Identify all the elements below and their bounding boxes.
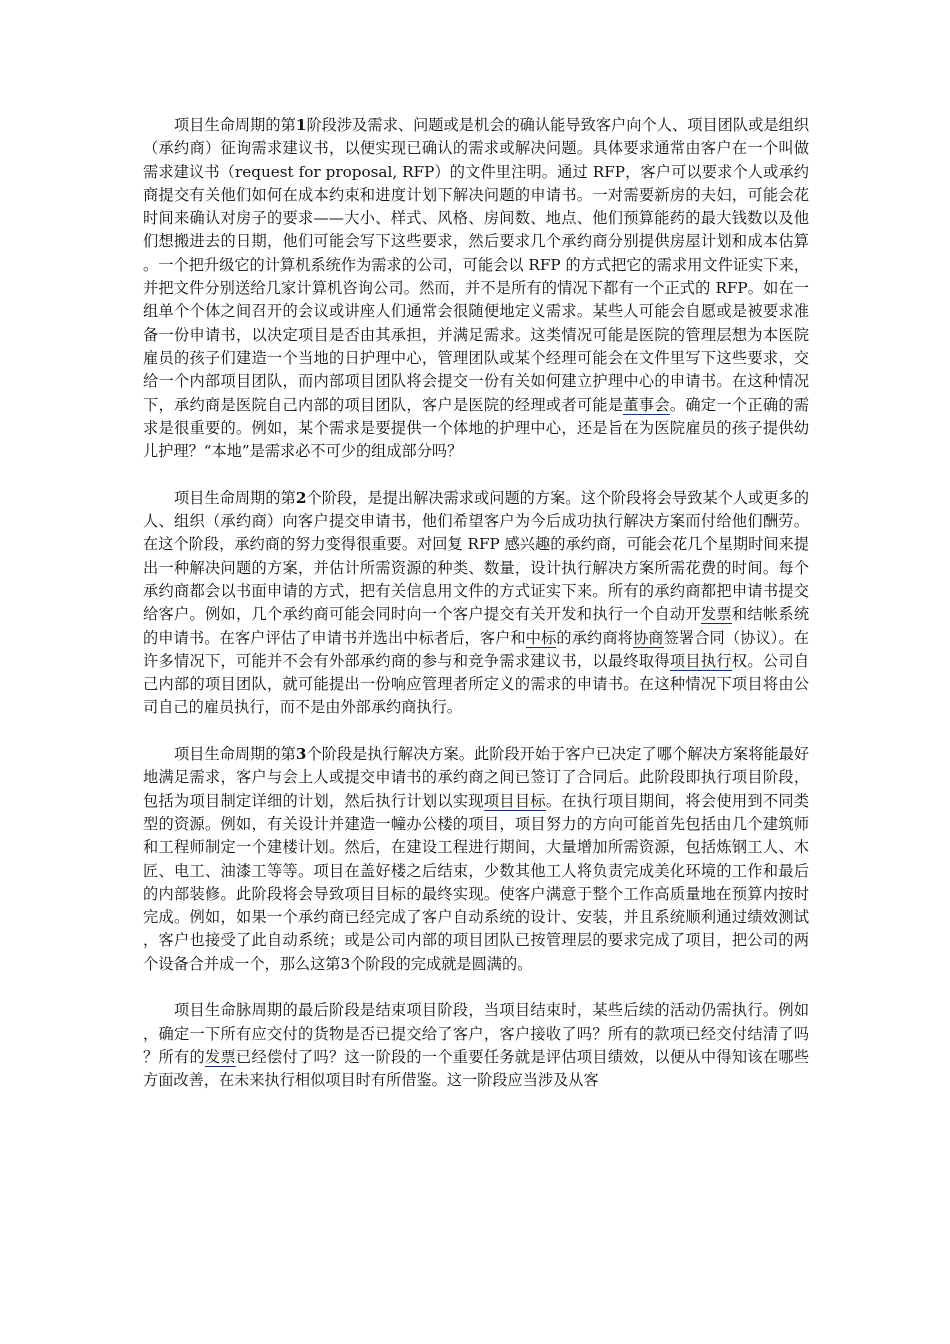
document-body — [143, 114, 809, 1116]
text-run: 和结帐系统的申请书。在客户评估了申请书并选出中标者后，客户和 — [143, 605, 810, 647]
paragraph-4 — [143, 999, 809, 1092]
paragraph-2 — [143, 487, 809, 720]
hyperlink[interactable]: 项目目标 — [483, 791, 546, 810]
phase-number: 1 — [295, 116, 307, 134]
text-run: 个阶段是执行解决方案。此阶段开始于客户已决定了哪个解决方案将能最好地满足需求，客户与会上人或提交申请书的承约商之间已签订了合同后。此阶段即执行项目阶段，包括为项目制定详细的计划，然后执行计划以实现 — [143, 745, 810, 810]
text-run: 权。公司自己内部的项目团队，就可能提出一份响应管理者所定义的需求的申请书。在这种情况下项目将由公司自己的雇员执行，而不是由外部承约商执行。 — [143, 651, 810, 717]
text-run: 项目生命周期的第 — [174, 745, 296, 764]
hyperlink[interactable]: 发票 — [204, 1047, 236, 1066]
text-run: 的承约商将 — [556, 628, 633, 647]
text-run: 个阶段，是提出解决需求或问题的方案。这个阶段将会导致某个人或更多的人、组织（承约商）向客户提交申请书，他们希望客户为今后成功执行解决方案而付给他们酬劳。在这个阶段，承约商的努力变得很重要。对回复 RFP 感兴趣的承约商，可能会花几个星期时间来提出一种解决问题的方案，并估计所需资源的种类、数量，设计执行解决方案所需花费的时间。每个承约商都会以书面申请的方式，把有关信息用文件的方式证实下来。所有的承约商都把申请书提交给客户。例如，几个承约商可能会同时向一个客户提交有关开发和执行一个自动开 — [143, 488, 810, 624]
phase-number: 2 — [295, 488, 307, 507]
phase-number: 3 — [295, 745, 307, 764]
hyperlink[interactable]: 项目执行 — [669, 651, 732, 670]
hyperlink[interactable]: 董事会 — [623, 395, 670, 414]
text-run: 项目生命脉周期的最后阶段是结束项目阶段，当项目结束时，某些后续的活动仍需执行。例如，确定一下所有应交付的货物是否已提交给了客户，客户接收了吗？所有的款项已经交付结清了吗？所有的 — [143, 1001, 809, 1066]
text-run: 。在执行项目期间，将会使用到不同类型的资源。例如，有关设计并建造一幢办公楼的项目，项目努力的方向可能首先包括由几个建筑师和工程师制定一个建楼计划。然后，在建设工程进行期间，大量增加所需资源，包括炼钢工人、木匠、电工、油漆工等等。项目在盖好楼之后结束，少数其他工人将负责完成美化环境的工作和最后的内部装修。此阶段将会导致项目目标的最终实现。使客户满意于整个工作高质量地在预算内按时完成。例如，如果一个承约商已经完成了客户自动系统的设计、安装，并且系统顺利通过绩效测试，客户也接受了此自动系统；或是公司内部的项目团队已按管理层的要求完成了项目，把公司的两个设备合并成一个，那么这第3个阶段的完成就是圆满的。 — [143, 791, 810, 973]
text-run: 签署合同（协议）。在许多情况下，可能并不会有外部承约商的参与和竞争需求建议书，以最终取得 — [143, 628, 810, 670]
paragraph-1 — [143, 114, 809, 463]
text-run: 。确定一个正确的需求是很重要的。例如，某个需求是要提供一个体地的护理中心，还是旨在为医院雇员的孩子提供幼儿护理？“本地”是需求必不可少的组成部分吗？ — [143, 395, 810, 461]
hyperlink[interactable]: 中标 — [525, 628, 557, 647]
text-run: 项目生命周期的第 — [174, 116, 296, 134]
paragraph-3 — [143, 743, 809, 976]
hyperlink[interactable]: 发票 — [700, 605, 732, 624]
text-run: 阶段涉及需求、问题或是机会的确认能导致客户向个人、项目团队或是组织（承约商）征询需求建议书，以便实现已确认的需求或解决问题。具体要求通常由客户在一个叫做需求建议书（request for proposal, RFP）的文件里注明。通过 RFP，客户可以要求个人或承约商提交有关他们如何在成本约束和进度计划下解决问题的申请书。一对需要新房的夫妇，可能会花时间来确认对房子的要求——大小、样式、风格、房间数、地点、他们预算能药的最大钱数以及他们想搬进去的日期，他们可能会写下这些要求，然后要求几个承约商分别提供房屋计划和成本估算。一个把升级它的计算机系统作为需求的公司，可能会以 RFP 的方式把它的需求用文件证实下来，并把文件分别送给几家计算机咨询公司。然而，并不是所有的情况下都有一个正式的 RFP。如在一组单个个体之间召开的会议或讲座人们通常会很随便地定义需求。某些人可能会自愿或是被要求准备一份申请书，以决定项目是否由其承担，并满足需求。这类情况可能是医院的管理层想为本医院雇员的孩子们建造一个当地的日护理中心，管理团队或某个经理可能会在文件里写下这些要求，交给一个内部项目团队，而内部项目团队将会提交一份有关如何建立护理中心的申请书。在这种情况下，承约商是医院自己内部的项目团队，客户是医院的经理或者可能是 — [143, 116, 810, 414]
hyperlink[interactable]: 协商 — [632, 628, 664, 647]
text-run: 已经偿付了吗？这一阶段的一个重要任务就是评估项目绩效，以便从中得知该在哪些方面改善，在未来执行相似项目时有所借鉴。这一阶段应当涉及从客 — [143, 1047, 810, 1090]
text-run: 项目生命周期的第 — [174, 488, 296, 507]
